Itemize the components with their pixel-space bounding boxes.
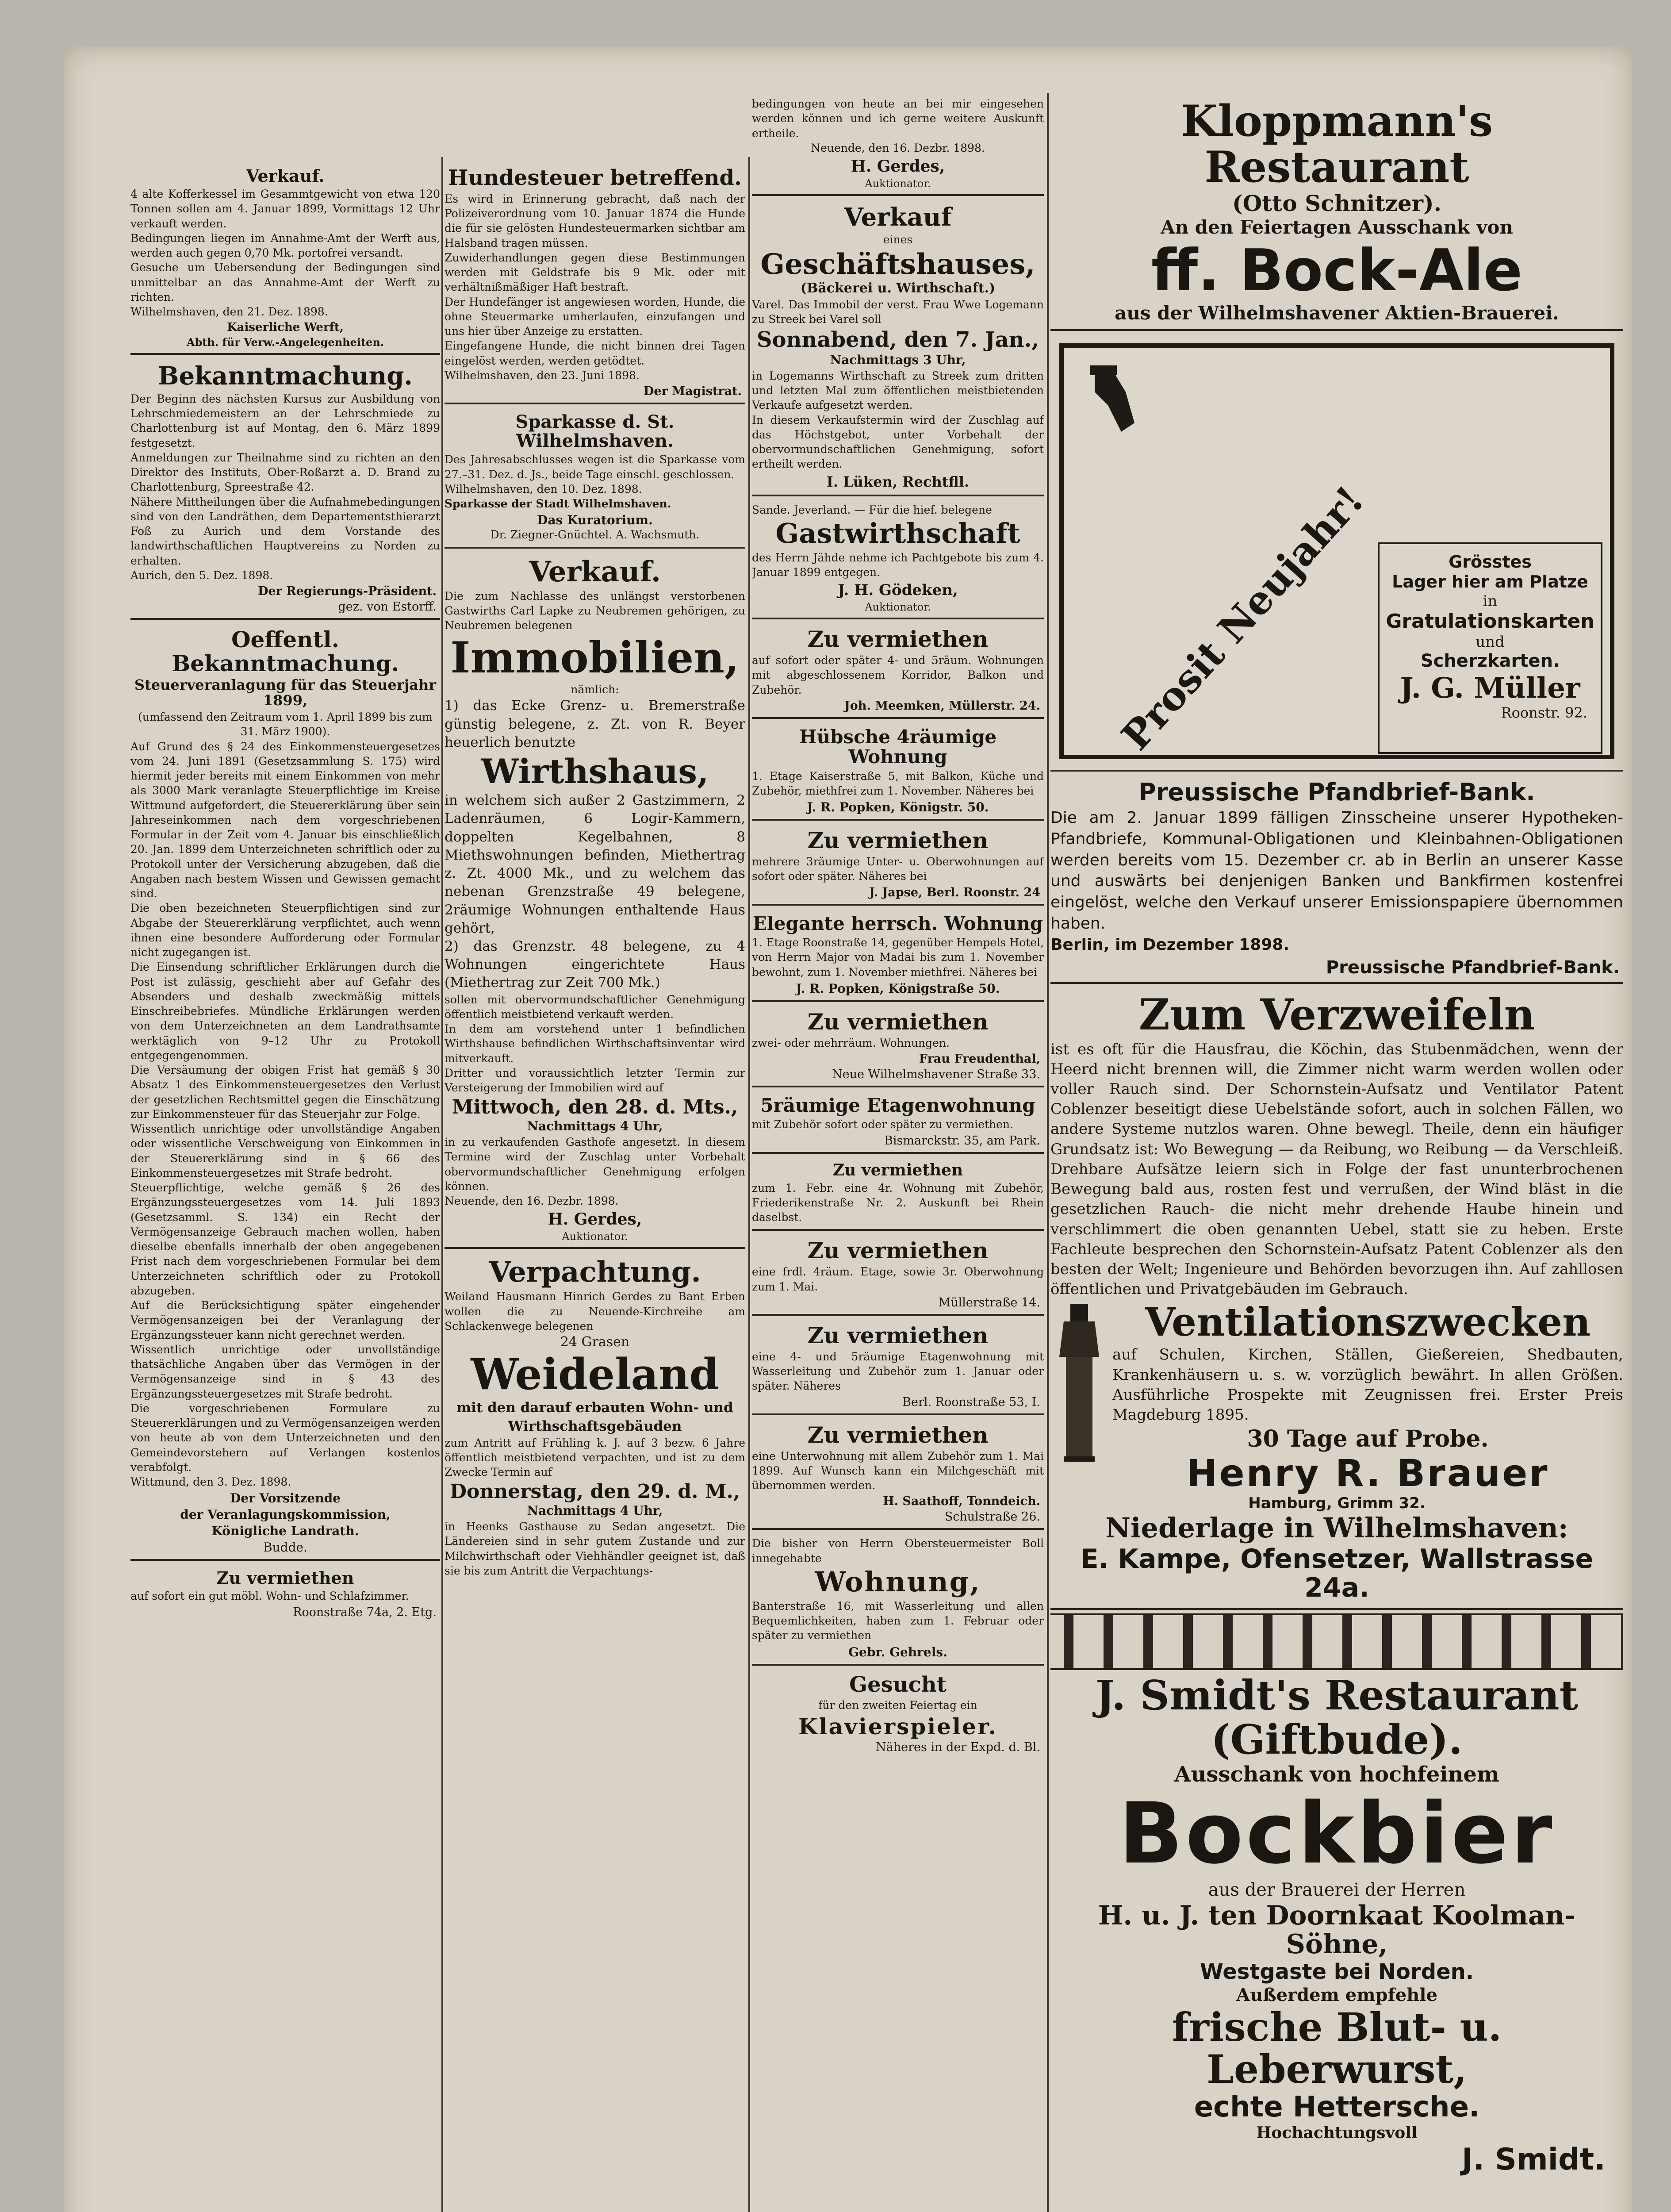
ad-text: Des Jahresabschlusses wegen ist die Sparkasse vom 27.–31. Dez. d. Js., beide Tage einschl. geschlossen.	[445, 453, 745, 481]
ad-text: 24 Grasen	[560, 1334, 630, 1350]
ad-headline: Wohnung,	[815, 1565, 981, 1598]
ad-etagenwohnung	[752, 1090, 1044, 1154]
ad-signature: H. Gerdes,	[851, 157, 945, 176]
ad-headline: Immobilien,	[450, 632, 740, 683]
ad-date: Donnerstag, den 29. d. M.,	[449, 1480, 740, 1503]
ad-text: Außerdem empfehle	[1236, 1984, 1437, 2005]
ad-headline: frische Blut- u. Leberwurst,	[1172, 2004, 1502, 2093]
ad-title: Kloppmann's Restaurant	[1181, 96, 1493, 192]
ad-signature: Frau Freudenthal,	[919, 1052, 1040, 1066]
ad-wohnung	[752, 1532, 1044, 1665]
ad-text: Anmeldungen zur Theilnahme sind zu richten an den Direktor des Instituts, Ober-Roßarzt a. D. Brand zu Charlottenburg, Spreestraße 42.	[130, 451, 440, 494]
ad-prosit-neujahr	[1050, 334, 1623, 772]
ad-signature: Berl. Roonstraße 53, I.	[902, 1395, 1040, 1409]
ad-text: Der Hundefänger ist angewiesen worden, Hunde, die ohne Steuermarke umherlaufen, einzufangen und uns hier über Anzeige zu erstatten.	[445, 295, 745, 338]
ad-text: Die am 2. Januar 1899 fälligen Zinsscheine unserer Hypotheken-Pfandbriefe, Kommunal-Obligationen und Kleinbahnen-Obligationen werden bereits vom 15. Dezember cr. ab in Berlin an unserer Kasse und auswärts bei denjenigen Banken und Bankfirmen kostenfrei eingelöst, welche den Verkauf unserer Emissionspapiere übernommen haben.	[1050, 808, 1623, 933]
box-address: Roonstr. 92.	[1501, 704, 1587, 721]
ad-place: Wilhelmshaven, den 10. Dez. 1898.	[445, 482, 642, 495]
ad-sparkasse	[445, 407, 745, 549]
ad-title: Zu vermiethen	[216, 1568, 354, 1588]
ad-text: zwei- oder mehrräum. Wohnungen.	[752, 1036, 950, 1049]
ad-signature: Der Vorsitzende	[230, 1491, 341, 1506]
ad-signature: Der Regierungs-Präsident.	[258, 584, 437, 598]
ad-verkauf-werft	[130, 161, 440, 355]
ad-signature: Joh. Meemken, Müllerstr. 24.	[844, 699, 1040, 713]
ad-text: Es wird in Erinnerung gebracht, daß nach der Polizeiverordnung vom 10. Januar 1874 die Hunde die für sie gelösten Hundesteuermarken sichtbar am Halsband tragen müssen.	[445, 192, 745, 250]
ad-gerdes-continued	[752, 93, 1044, 196]
box-name: J. G. Müller	[1400, 671, 1580, 705]
ad-text: Steuerpflichtige, welche gemäß § 26 des Ergänzungssteuergesetzes vom 14. Juli 1893 (Gesetzsamml. S. 134) ein Recht der Vermögensanzeige Gebrauch machen wollen, haben dieselbe ebenfalls innerhalb der oben angegebenen Frist nach dem vorgeschriebenen Formular bei dem Unterzeichneten schriftlich oder zu Protokoll abzugeben.	[130, 1181, 440, 1297]
ad-place: Wilhelmshaven, den 23. Juni 1898.	[445, 369, 640, 382]
ad-text: Wissentlich unrichtige oder unvollständige Angaben oder wissentliche Verschweigung von Einkommen in der Steuererklärung sind in § 66 des Einkommensteuergesetzes mit Strafe bedroht.	[130, 1122, 440, 1179]
ad-text: In dem am vorstehend unter 1 befindlichen Wirthshause befindlichen Wirthschaftsinventar wird mitverkauft.	[445, 1022, 745, 1065]
ad-text: nämlich:	[571, 683, 619, 696]
ad-text: zum 1. Febr. eine 4r. Wohnung mit Zubehör, Friederikenstraße Nr. 2. Auskunft bei Rhein daselbst.	[752, 1181, 1044, 1224]
ad-place: Neuende, den 16. Dezbr. 1898.	[811, 141, 985, 154]
ad-text: In diesem Verkaufstermin wird der Zuschlag auf das Höchstgebot, unter Vorbehalt der obervormundschaftlichen Genehmigung, sofort ertheilt werden.	[752, 413, 1044, 471]
ad-zu-vermiethen	[752, 1418, 1044, 1530]
ad-title: J. Smidt's Restaurant (Giftbude).	[1095, 1671, 1579, 1763]
ad-signature: Auktionator.	[865, 601, 931, 614]
box-text: Lager hier am Platze	[1392, 572, 1588, 592]
ad-text: Sparkasse der Stadt Wilhelmshaven.	[445, 497, 671, 511]
ad-title: 5räumige Etagenwohnung	[760, 1094, 1035, 1117]
ad-text: Die Einsendung schriftlicher Erklärungen durch die Post ist zulässig, geschieht aber auf Gefahr des Absenders und deshalb zweckmäßig mittels Einschreibebriefes. Mündliche Erklärungen werden von dem Unterzeichneten an dem Landrathsamte werktäglich von 9–12 Uhr zu Protokoll entgegengenommen.	[130, 960, 440, 1062]
ventilator-icon	[1055, 1304, 1104, 1463]
ad-city: Hamburg, Grimm 32.	[1248, 1494, 1426, 1513]
box-text: Grösstes	[1449, 552, 1532, 572]
ad-elegante-wohnung	[752, 908, 1044, 1002]
ad-headline: ff. Bock-Ale	[1151, 236, 1523, 304]
ad-headline: Weideland	[471, 1349, 719, 1399]
ad-text: in welchem sich außer 2 Gastzimmern, 2 Ladenräumen, 6 Logir-Kammern, doppelten Kegelbahnen, 8 Miethswohnungen befinden, Miethertrag z. Zt. 4000 Mk., und zu welchem das nebenan Grenzstraße 49 belegene, 2räumige Wohnungen enthaltende Haus gehört,	[445, 792, 745, 936]
ad-signature: H. Gerdes,	[548, 1210, 642, 1229]
ad-text: mit Zubehör sofort oder später zu vermiethen.	[752, 1118, 1013, 1131]
ad-zu-vermiethen	[130, 1563, 440, 1623]
ad-title: Zu vermiethen	[807, 827, 989, 854]
ad-place: Westgaste bei Norden.	[1200, 1959, 1474, 1984]
ad-place: Wilhelmshaven, den 21. Dez. 1898.	[130, 305, 328, 319]
ad-text: für den zweiten Feiertag ein	[818, 1699, 977, 1712]
ad-signature: Königliche Landrath.	[211, 1524, 359, 1539]
ad-zu-vermiethen	[752, 622, 1044, 719]
ad-signature: Das Kuratorium.	[537, 513, 653, 528]
ad-text: in Heenks Gasthause zu Sedan angesetzt. Die Ländereien sind in sehr gutem Zustande und zur Milchwirthschaft oder Viehhändler geeignet ist, daß sie bis zum Antritt die Verpachtungs-	[445, 1520, 745, 1577]
ad-text: Die vorgeschriebenen Formulare zu Steuererklärungen und zu Vermögensanzeigen werden von heute ab von dem Unterzeichneten und den Gemeindevorstehern auf Verlangen kostenlos verabfolgt.	[130, 1402, 440, 1474]
ad-text: eine Unterwohnung mit allem Zubehör zum 1. Mai 1899. Auf Wunsch kann ein Milchgeschäft mit übernommen werden.	[752, 1449, 1044, 1492]
ad-text: Hochachtungsvoll	[1256, 2124, 1418, 2143]
ad-title: Gesucht	[849, 1672, 947, 1697]
ad-text: eine 4- und 5räumige Etagenwohnung mit Wasserleitung und Zubehör zum 1. Januar oder später. Näheres	[752, 1350, 1044, 1393]
ad-date: Sonnabend, den 7. Jan.,	[756, 327, 1039, 352]
ad-zu-vermiethen	[752, 1005, 1044, 1087]
ad-text: in zu verkaufenden Gasthofe angesetzt. In diesem Termine wird der Zuschlag unter Vorbehalt obervormundschaftlicher Genehmigung erfolgen können.	[445, 1136, 745, 1193]
ad-title: Preussische Pfandbrief-Bank.	[1138, 778, 1535, 806]
ad-text: Die Versäumung der obigen Frist hat gemäß § 30 Absatz 1 des Einkommensteuergesetzes den Verlust der gesetzlichen Rechtsmittel gegen die Einschätzung zur Einkommensteuer für das Steuerjahr zur Folge.	[130, 1064, 440, 1121]
ad-subtitle: (Bäckerei u. Wirthschaft.)	[800, 280, 996, 296]
ad-text: Sande. Jeverland. — Für die hief. belegene	[752, 503, 992, 516]
ad-smidt-restaurant	[1050, 1671, 1623, 2177]
ad-text: 1) das Ecke Grenz- u. Bremerstraße günstig belegene, z. Zt. von R. Beyer heuerlich benutzte	[445, 698, 745, 750]
ad-text: Der Beginn des nächsten Kursus zur Ausbildung von Lehrschmiedemeistern an der Lehrschmiede zu Charlottenburg ist auf Montag, den 6. März 1899 festgesetzt.	[130, 392, 440, 449]
ad-headline: Klavierspieler.	[798, 1713, 997, 1740]
ad-text: mehrere 3räumige Unter- u. Oberwohnungen auf sofort oder später. Näheres bei	[752, 855, 1044, 883]
box-text: Gratulationskarten	[1386, 610, 1594, 633]
ad-oeffentliche-bekanntmachung	[130, 622, 440, 1561]
ad-time: Nachmittags 4 Uhr,	[527, 1503, 663, 1518]
ad-title: Oeffentl. Bekanntmachung.	[171, 626, 399, 676]
ornamental-border	[1050, 1613, 1623, 1670]
ad-title: Zu vermiethen	[807, 1008, 989, 1035]
ad-place: Berlin, im Dezember 1898.	[1050, 936, 1290, 954]
ad-text: aus der Brauerei der Herren	[1208, 1880, 1466, 1901]
ad-signature: Preussische Pfandbrief-Bank.	[1326, 957, 1620, 978]
column-divider	[441, 157, 443, 2212]
ad-gastwirthschaft	[752, 499, 1044, 620]
ad-zu-vermiethen	[752, 1318, 1044, 1415]
ad-signature: der Veranlagungskommission,	[180, 1507, 391, 1522]
ad-signature: I. Lüken, Rechtfll.	[826, 473, 970, 490]
ad-title: Verkauf.	[529, 555, 661, 588]
ad-text: (umfassend den Zeitraum vom 1. April 1899 bis zum 31. März 1900).	[138, 710, 433, 738]
ad-signature: gez. von Estorff.	[338, 600, 437, 614]
ad-text: 2) das Grenzstr. 48 belegene, zu 4 Wohnungen eingerichtete Haus (Miethertrag zur Zeit 700 Mk.)	[445, 938, 745, 991]
ad-time: Nachmittags 3 Uhr,	[830, 352, 966, 367]
ad-text: in Logemanns Wirthschaft zu Streek zum dritten und letzten Mal zum öffentlichen meistbietenden Verkaufe aufgesetzt werden.	[752, 369, 1044, 412]
ad-signature: Neue Wilhelmshavener Straße 33.	[832, 1068, 1040, 1082]
ad-text: Die bisher von Herrn Obersteuermeister Boll innegehabte	[752, 1537, 1044, 1565]
ad-kloppmann-restaurant	[1050, 93, 1623, 331]
ad-text: mit den darauf erbauten Wohn- und Wirthschaftsgebäuden	[456, 1400, 733, 1434]
ad-text: bedingungen von heute an bei mir eingesehen werden können und ich gerne weitere Auskunft ertheile.	[752, 97, 1044, 140]
ad-brewery: H. u. J. ten Doornkaat Koolman-Söhne,	[1098, 1900, 1576, 1960]
ad-signature: J. R. Popken, Königstr. 50.	[807, 800, 989, 815]
ad-text: Die oben bezeichneten Steuerpflichtigen sind zur Abgabe der Steuererklärung verpflichtet, auch wenn ihnen eine besondere Aufforderung oder Formular nicht zugegangen ist.	[130, 902, 440, 959]
ad-text: aus der Wilhelmshavener Aktien-Brauerei.	[1115, 302, 1559, 324]
ad-text: 4 alte Kofferkessel im Gesammtgewicht von etwa 120 Tonnen sollen am 4. Januar 1899, Vormittags 12 Uhr verkauft werden.	[130, 188, 440, 230]
ad-name: Henry R. Brauer	[1186, 1452, 1549, 1495]
ad-signature: Gebr. Gehrels.	[848, 1644, 947, 1659]
ad-signature: J. H. Gödeken,	[838, 581, 958, 599]
ad-date: Mittwoch, den 28. d. Mts.,	[452, 1096, 738, 1119]
mueller-box	[1378, 542, 1602, 754]
ad-title: Elegante herrsch. Wohnung	[752, 912, 1043, 934]
ad-signature: J. Japse, Berl. Roonstr. 24	[869, 885, 1040, 899]
ad-title: Zu vermiethen	[807, 1322, 989, 1348]
ad-text: Dritter und voraussichtlich letzter Termin zur Versteigerung der Immobilien wird auf	[445, 1066, 745, 1094]
ad-text: Gesuche um Uebersendung der Bedingungen sind unmittelbar an das Annahme-Amt der Werft zu richten.	[130, 261, 440, 303]
ad-text: 1. Etage Kaiserstraße 5, mit Balkon, Küche und Zubehör, miethfrei zum 1. November. Näheres bei	[752, 769, 1044, 797]
ad-text: zum Antritt auf Frühling k. J. auf 3 bezw. 6 Jahre öffentlich meistbietend verpachten, und ist zu dem Zwecke Termin auf	[445, 1436, 745, 1479]
ad-address: Roonstraße 74a, 2. Etg.	[293, 1605, 437, 1619]
newspaper-page	[64, 46, 1632, 2212]
ad-text: Nähere Mittheilungen über die Aufnahmebedingungen sind von den Landräthen, dem Departementsthierarzt Foß zu Aurich und dem Vorstande des landwirthschaftlichen Hauptvereins zu Norden zu erhalten.	[130, 495, 440, 567]
ad-text: auf sofort oder später 4- und 5räum. Wohnungen mit abgeschlossenem Korridor, Balkon und Zubehör.	[752, 654, 1044, 696]
ad-text: Wissentlich unrichtige oder unvollständige thatsächliche Angaben über das Vermögen in der Vermögensanzeige sind in § 43 des Ergänzungssteuergesetzes mit Strafe bedroht.	[130, 1343, 440, 1400]
column-divider	[748, 157, 750, 2212]
ad-text: Weiland Hausmann Hinrich Gerdes zu Bant Erben wollen die zu Neuende-Kirchreihe am Schlackenwege belegenen	[445, 1290, 745, 1333]
ad-zu-vermiethen	[752, 823, 1044, 906]
ad-signature: Abth. für Verw.-Angelegenheiten.	[186, 336, 384, 349]
ad-zum-verzweifeln	[1050, 987, 1623, 1610]
column-divider	[1047, 93, 1049, 2212]
ad-headline: Bockbier	[1119, 1785, 1555, 1882]
ad-text: ist es oft für die Hausfrau, die Köchin, das Stubenmädchen, wenn der Heerd nicht brennen will, die Zimmer nicht warm werden wollen oder voller Rauch sind. Der Schornstein-Aufsatz und Ventilator Patent Coblenzer beseitigt diese Uebelstände sofort, auch in solchen Fällen, wo andere Systeme nutzlos waren. Ohne bewegl. Theile, denn ein häufiger Grundsatz ist: Wo Bewegung — da Reibung, wo Reibung — da Verschleiß. Drehbare Aufsätze leiern sich in Folge der fast ununterbrochenen Bewegung bald aus, rosten fest und verrußen, der Wind bläst in die gesetzlichen Rauch- die nicht mehr drehende Haube hinein und verschlimmert die oben genannten Uebel, statt sie zu heben. Erste Fachleute besprechen den Schornstein-Aufsatz Patent Coblenzer als den besten der Welt; Ingenieure und Behörden bevorzugen ihn. Auf zahllosen öffentlichen und Privatgebäuden im Gebrauch.	[1050, 1040, 1623, 1298]
ad-geschaeftshaus	[752, 199, 1044, 496]
ad-text: E. Kampe, Ofensetzer, Wallstrasse 24a.	[1080, 1543, 1594, 1603]
ad-headline: Wirthshaus,	[481, 752, 709, 791]
ad-title: Verkauf.	[246, 166, 325, 186]
ad-signature: Der Magistrat.	[644, 384, 742, 399]
ad-subtitle: Steuerveranlagung für das Steuerjahr 1899,	[134, 676, 437, 709]
ad-title: Verkauf	[844, 203, 952, 232]
ad-text: Bedingungen liegen im Annahme-Amt der Werft aus, werden auch gegen 0,70 Mk. portofrei versandt.	[130, 231, 440, 260]
ad-title: Sparkasse d. St. Wilhelmshaven.	[515, 411, 675, 452]
column-3	[752, 93, 1044, 2212]
ad-text: auf Schulen, Kirchen, Ställen, Gießereien, Shedbauten, Krankenhäusern u. s. w. vorzüglich bewährt. In allen Größen. Ausführliche Prospekte mit Zeugnissen frei. Erster Preis Magdeburg 1895.	[1112, 1346, 1623, 1424]
ad-signature: J. R. Popken, Königstraße 50.	[796, 981, 1000, 996]
prosit-text: Prosit Neujahr!	[1112, 477, 1373, 760]
ad-text: des Herrn Jähde nehme ich Pachtgebote bis zum 4. Januar 1899 entgegen.	[752, 551, 1044, 579]
ad-title: Hundesteuer betreffend.	[448, 165, 742, 190]
ad-title: Verpachtung.	[489, 1256, 701, 1289]
ad-huebsche-wohnung	[752, 722, 1044, 821]
ad-title: Zu vermiethen	[832, 1160, 963, 1179]
ad-bekanntmachung	[130, 357, 440, 620]
ad-place: Wittmund, den 3. Dez. 1898.	[130, 1475, 291, 1489]
ad-text: 1. Etage Roonstraße 14, gegenüber Hempels Hotel, von Herrn Major von Madai bis zum 1. November bewohnt, zum 1. November miethfrei. Näheres bei	[752, 936, 1044, 979]
ad-signature: Budde.	[263, 1540, 307, 1555]
ad-text: An den Feiertagen Ausschank von	[1161, 216, 1513, 238]
ad-signature: Bismarckstr. 35, am Park.	[884, 1133, 1040, 1148]
ad-headline: Gastwirthschaft	[775, 517, 1020, 549]
ad-text: eine frdl. 4räum. Etage, sowie 3r. Oberwohnung zum 1. Mai.	[752, 1265, 1044, 1293]
ad-verpachtung	[445, 1252, 745, 1582]
ad-place: Neuende, den 16. Dezbr. 1898.	[445, 1194, 619, 1208]
ad-text: Eingefangene Hunde, die nicht binnen drei Tagen eingelöst werden, werden getödtet.	[445, 339, 745, 367]
ad-zu-vermiethen	[752, 1233, 1044, 1316]
ad-place: Aurich, den 5. Dez. 1898.	[130, 568, 273, 582]
ad-title: Bekanntmachung.	[158, 361, 413, 391]
ad-probe: 30 Tage auf Probe.	[1247, 1425, 1489, 1453]
ad-title: Zum Verzweifeln	[1138, 989, 1535, 1040]
ad-text: Varel. Das Immobil der verst. Frau Wwe Logemann zu Streek bei Varel soll	[752, 298, 1044, 326]
ad-text: echte Hettersche.	[1194, 2091, 1480, 2124]
neujahr-frame	[1059, 343, 1614, 759]
ad-signature: J. Smidt.	[1462, 2142, 1606, 2177]
ad-gesucht	[752, 1668, 1044, 1759]
ad-time: Nachmittags 4 Uhr,	[527, 1118, 663, 1133]
ad-signature: Näheres in der Expd. d. Bl.	[876, 1740, 1040, 1754]
box-text: und	[1476, 633, 1505, 651]
ad-hundesteuer	[445, 161, 745, 404]
box-text: in	[1483, 592, 1498, 610]
ad-text: Zuwiderhandlungen gegen diese Bestimmungen werden mit Geldstrafe bis 9 Mk. oder mit verhältnißmäßiger Haft bestraft.	[445, 251, 745, 294]
ad-zu-vermiethen	[752, 1156, 1044, 1231]
ad-headline: Geschäftshauses,	[760, 247, 1035, 281]
ad-subtitle: (Otto Schnitzer).	[1232, 190, 1442, 217]
ad-signature: H. Saathoff, Tonndeich.	[883, 1494, 1040, 1509]
column-2	[445, 161, 745, 2212]
ad-title: Zu vermiethen	[807, 1421, 989, 1448]
ad-text: auf sofort ein gut möbl. Wohn- und Schlafzimmer.	[130, 1590, 409, 1603]
ad-title: Zu vermiethen	[807, 626, 989, 653]
ad-headline: Ventilationszwecken	[1145, 1299, 1591, 1345]
ad-signature: Kaiserliche Werft,	[227, 321, 344, 334]
ad-names: Dr. Ziegner-Gnüchtel. A. Wachsmuth.	[490, 528, 700, 541]
column-4	[1050, 93, 1623, 2212]
column-1	[130, 161, 440, 2212]
ad-signature: Auktionator.	[562, 1230, 628, 1243]
ad-text: Niederlage in Wilhelmshaven:	[1105, 1511, 1568, 1544]
ad-text: Die zum Nachlasse des unlängst verstorbenen Gastwirths Carl Lapke zu Neubremen gehörigen, zu Neubremen belegenen	[445, 589, 745, 632]
box-text: Scherzkarten.	[1420, 651, 1560, 672]
ad-text: sollen mit obervormundschaftlicher Genehmigung öffentlich meistbietend verkauft werden.	[445, 993, 745, 1021]
ad-pfandbrief-bank	[1050, 774, 1623, 983]
ad-signature: Müllerstraße 14.	[938, 1295, 1040, 1310]
ad-title: Zu vermiethen	[807, 1237, 989, 1264]
ad-text: eines	[883, 233, 913, 246]
pointing-hand-icon	[1086, 365, 1139, 436]
ad-text: Ausschank von hochfeinem	[1174, 1762, 1499, 1787]
ad-text: Auf Grund des § 24 des Einkommensteuergesetzes vom 24. Juni 1891 (Gesetzsammlung S. 175) wird hiermit jeder bereits mit einem Einkommen von mehr als 3000 Mark veranlagte Steuerpflichtige im Kreise Wittmund aufgefordert, die Steuererklärung über sein Jahreseinkommen nach dem vorgeschriebenen Formular in der Zeit vom 4. Januar bis einschließlich 20. Jan. 1899 dem Unterzeichneten schriftlich oder zu Protokoll unter der Versicherung abzugeben, daß die Angaben nach bestem Wissen und Gewissen gemacht sind.	[130, 740, 440, 900]
ad-text: Auf die Berücksichtigung später eingehender Vermögensanzeigen bei der Veranlagung der Ergänzungssteuer kann nicht gerechnet werden.	[130, 1299, 440, 1341]
ad-title: Hübsche 4räumige Wohnung	[799, 726, 997, 768]
ad-text: Banterstraße 16, mit Wasserleitung und allen Bequemlichkeiten, haben zum 1. Februar oder später zu vermiethen	[752, 1599, 1044, 1642]
ad-verkauf-immobilien	[445, 551, 745, 1249]
ad-signature: Schulstraße 26.	[944, 1510, 1040, 1524]
ad-signature: Auktionator.	[865, 177, 931, 190]
